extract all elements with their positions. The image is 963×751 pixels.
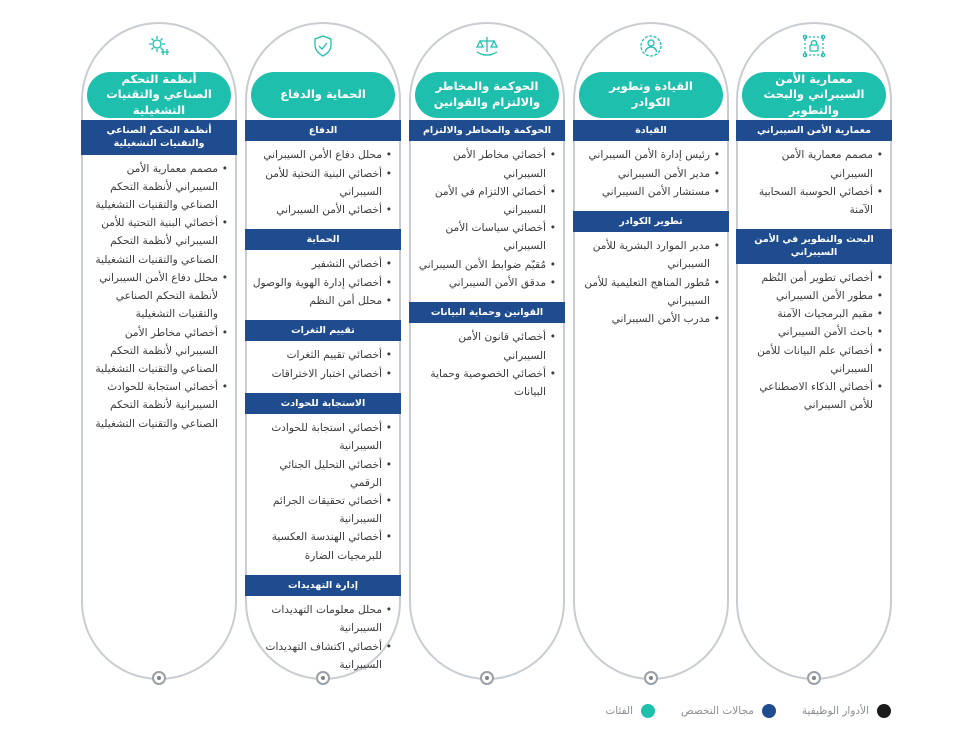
- role-item: • محلل دفاع الأمن السيبراني لأنظمة التحكم الصناعي والتقنيات التشغيلية: [88, 269, 228, 324]
- category-title: الحماية والدفاع: [251, 72, 395, 118]
- role-list: [81, 160, 237, 433]
- specialization-heading: الدفاع: [245, 120, 401, 141]
- role-list: [573, 146, 729, 201]
- category-title: القيادة وتطوير الكوادر: [579, 72, 723, 118]
- column-end-marker: [644, 671, 658, 685]
- industrial-control-gear-icon: [145, 32, 173, 60]
- specialization-list: [409, 120, 565, 411]
- role-item: • أخصائي التحليل الجنائي الرقمي: [252, 456, 392, 492]
- specialization-heading: القيادة: [573, 120, 729, 141]
- role-item: • أخصائي الالتزام في الأمن السيبراني: [416, 183, 556, 219]
- category-title: الحوكمة والمخاطر والالتزام والقوانين: [415, 72, 559, 118]
- role-list: [245, 419, 401, 565]
- specialization-heading: معمارية الأمن السيبراني: [736, 120, 892, 141]
- specialization-heading: البحث والتطوير في الأمن السيبراني: [736, 229, 892, 264]
- legend-swatch: [641, 704, 655, 718]
- legend-swatch: [762, 704, 776, 718]
- role-list: [736, 269, 892, 415]
- role-item: • مدرب الأمن السيبراني: [580, 310, 720, 328]
- legend-label: مجالات التخصص: [681, 705, 754, 717]
- governance-scales-icon: [473, 32, 501, 60]
- role-list: [573, 237, 729, 328]
- role-item: • أخصائي قانون الأمن السيبراني: [416, 328, 556, 364]
- role-list: [245, 146, 401, 219]
- role-item: • أخصائي استجابة للحوادث السيبرانية: [252, 419, 392, 455]
- category-title: أنظمة التحكم الصناعي والتقنيات التشغيلية: [87, 72, 231, 118]
- role-item: • أخصائي تقييم الثغرات: [252, 346, 392, 364]
- role-item: • مدير الأمن السيبراني: [580, 165, 720, 183]
- category-column: [409, 22, 565, 680]
- legend-label: الفئات: [605, 705, 633, 717]
- role-item: • أخصائي تحقيقات الجرائم السيبرانية: [252, 492, 392, 528]
- role-item: • محلل دفاع الأمن السيبراني: [252, 146, 392, 164]
- role-item: • أخصائي البنية التحتية للأمن السيبراني: [252, 165, 392, 201]
- category-column: [245, 22, 401, 680]
- category-column: [81, 22, 237, 680]
- specialization-heading: تقييم الثغرات: [245, 320, 401, 341]
- role-list: [409, 328, 565, 401]
- role-item: • مطور الأمن السيبراني: [743, 287, 883, 305]
- specialization-list: [245, 120, 401, 684]
- specialization-heading: أنظمة التحكم الصناعي والتقنيات التشغيلية: [81, 120, 237, 155]
- role-item: • أخصائي الأمن السيبراني: [252, 201, 392, 219]
- shield-check-icon: [309, 32, 337, 60]
- role-list: [245, 601, 401, 674]
- role-item: • أخصائي سياسات الأمن السيبراني: [416, 219, 556, 255]
- specialization-heading: إدارة التهديدات: [245, 575, 401, 596]
- role-item: • محلل معلومات التهديدات السيبرانية: [252, 601, 392, 637]
- legend-item: [681, 704, 776, 718]
- category-column: [573, 22, 729, 680]
- role-list: [409, 146, 565, 292]
- legend-label: الأدوار الوظيفية: [801, 705, 869, 717]
- role-item: • مدقق الأمن السيبراني: [416, 274, 556, 292]
- specialization-list: [736, 120, 892, 425]
- column-end-marker: [316, 671, 330, 685]
- role-item: • مصمم معمارية الأمن السيبراني لأنظمة التحكم الصناعي والتقنيات التشغيلية: [88, 160, 228, 215]
- role-item: • مصمم معمارية الأمن السيبراني: [743, 146, 883, 182]
- role-item: • أخصائي اختبار الاختراقات: [252, 365, 392, 383]
- role-item: • أخصائي البنية التحتية للأمن السيبراني لأنظمة التحكم الصناعي والتقنيات التشغيلية: [88, 214, 228, 269]
- column-end-marker: [807, 671, 821, 685]
- role-item: • أخصائي علم البيانات للأمن السيبراني: [743, 342, 883, 378]
- role-item: • أخصائي مخاطر الأمن السيبراني لأنظمة التحكم الصناعي والتقنيات التشغيلية: [88, 324, 228, 379]
- specialization-heading: تطوير الكوادر: [573, 211, 729, 232]
- role-item: • مُقيّم ضوابط الأمن السيبراني: [416, 256, 556, 274]
- role-item: • أخصائي مخاطر الأمن السيبراني: [416, 146, 556, 182]
- role-item: • أخصائي الذكاء الاصطناعي للأمن السيبراني: [743, 378, 883, 414]
- specialization-heading: الاستجابة للحوادث: [245, 393, 401, 414]
- network-lock-icon: [800, 32, 828, 60]
- role-item: • مُطور المناهج التعليمية للأمن السيبراني: [580, 274, 720, 310]
- legend-swatch: [877, 704, 891, 718]
- leadership-gear-icon: [637, 32, 665, 60]
- specialization-list: [573, 120, 729, 338]
- role-item: • مستشار الأمن السيبراني: [580, 183, 720, 201]
- role-item: • مدير الموارد البشرية للأمن السيبراني: [580, 237, 720, 273]
- specialization-list: [81, 120, 237, 443]
- role-item: • أخصائي اكتشاف التهديدات السيبرانية: [252, 638, 392, 674]
- column-end-marker: [152, 671, 166, 685]
- specialization-heading: الحماية: [245, 229, 401, 250]
- role-list: [736, 146, 892, 219]
- role-item: • أخصائي التشفير: [252, 255, 392, 273]
- role-item: • أخصائي استجابة للحوادث السيبرانية لأنظمة التحكم الصناعي والتقنيات التشغيلية: [88, 378, 228, 433]
- specialization-heading: القوانين وحماية البيانات: [409, 302, 565, 323]
- role-item: • مقيم البرمجيات الآمنة: [743, 305, 883, 323]
- category-title: معمارية الأمن السيبراني والبحث والتطوير: [742, 72, 886, 118]
- category-column: [736, 22, 892, 680]
- role-item: • أخصائي الخصوصية وحماية البيانات: [416, 365, 556, 401]
- specialization-heading: الحوكمة والمخاطر والالتزام: [409, 120, 565, 141]
- role-item: • أخصائي الهندسة العكسية للبرمجيات الضارة: [252, 528, 392, 564]
- role-item: • أخصائي تطوير أمن النُظم: [743, 269, 883, 287]
- role-list: [245, 346, 401, 382]
- role-item: • رئيس إدارة الأمن السيبراني: [580, 146, 720, 164]
- role-item: • باحث الأمن السيبراني: [743, 323, 883, 341]
- role-list: [245, 255, 401, 310]
- legend-item: [605, 704, 655, 718]
- column-end-marker: [480, 671, 494, 685]
- legend-item: [802, 704, 891, 718]
- legend: [605, 704, 891, 718]
- role-item: • أخصائي الحوسبة السحابية الآمنة: [743, 183, 883, 219]
- role-item: • محلل أمن النظم: [252, 292, 392, 310]
- role-item: • أخصائي إدارة الهوية والوصول: [252, 274, 392, 292]
